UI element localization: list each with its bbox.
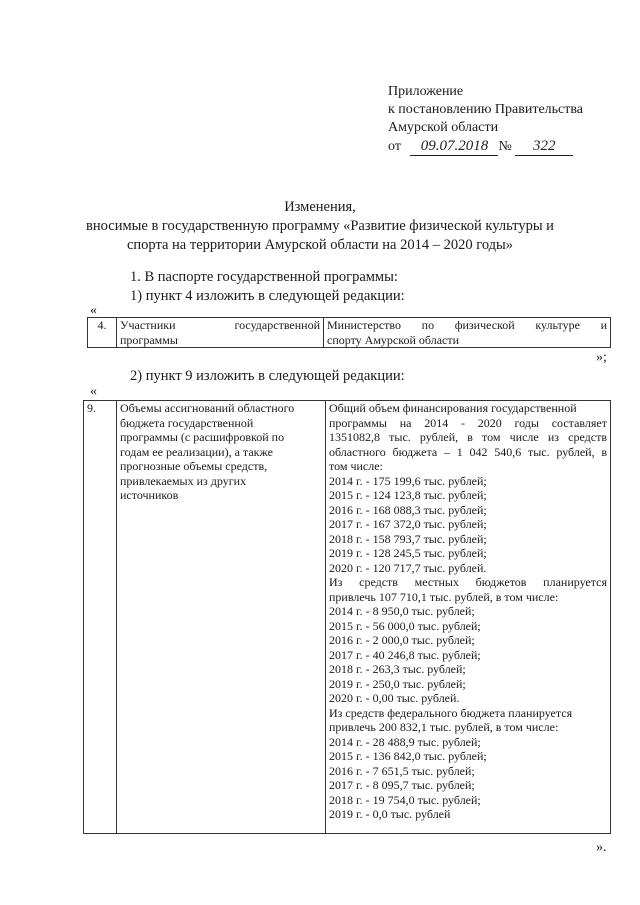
table2-col1-line: источников — [120, 488, 179, 502]
table1-col2-line2: спорту Амурской области — [327, 332, 460, 347]
section-1-heading: 1. В паспорте государственной программы: — [130, 269, 398, 285]
table2-col1-line: годам ее реализации), а также — [120, 444, 273, 459]
table2-col1-line: бюджета государственной — [120, 415, 254, 430]
table2-col2-line: 2017 г. - 40 246,8 тыс. рублей; — [329, 647, 481, 662]
table2-col2-line: 2015 г. - 136 842,0 тыс. рублей; — [329, 749, 487, 763]
date-value: 09.07.2018 — [410, 137, 498, 156]
table2-col1-line: привлекаемых из других — [120, 473, 247, 488]
table2-col2-line: Из средств местных бюджетов планируется — [329, 575, 607, 589]
title-changes: Изменения, — [284, 199, 356, 215]
number-value: 322 — [515, 137, 573, 156]
table2-col2-line: 2014 г. - 175 199,6 тыс. рублей; — [329, 473, 487, 488]
table2-col2-line: программы на 2014 - 2020 годы составляет — [329, 415, 607, 430]
table-item-9 — [83, 400, 611, 834]
table2-col1-line: Объемы ассигнований областного — [120, 401, 295, 415]
header-resolution: к постановлению Правительства — [388, 102, 584, 117]
table1-ministry-cell — [324, 318, 611, 348]
table2-col2-line: привлечь 200 832,1 тыс. рублей, в том числе: — [329, 720, 559, 734]
table2-funding-values-cell — [326, 401, 611, 834]
open-quote-2: « — [90, 384, 97, 399]
table2-funding-label-cell — [117, 401, 326, 834]
close-quote-1: »; — [596, 350, 607, 365]
open-quote-1: « — [90, 303, 97, 318]
table1-participants-cell — [117, 318, 324, 348]
date-prefix: от — [388, 139, 401, 154]
table2-col2-line: 2016 г. - 2 000,0 тыс. рублей; — [329, 633, 475, 647]
close-quote-2: ». — [596, 840, 607, 855]
table2-col2-line: 2016 г. - 168 088,3 тыс. рублей; — [329, 502, 487, 517]
table1-col1-line1: Участники государственной — [120, 318, 320, 332]
table2-col2-line: 2016 г. - 7 651,5 тыс. рублей; — [329, 763, 475, 778]
table-row — [88, 318, 611, 348]
table2-col2-line: 2019 г. - 128 245,5 тыс. рублей; — [329, 546, 487, 560]
header-appendix: Приложение — [388, 84, 464, 99]
table2-col2-line: 2018 г. - 19 754,0 тыс. рублей; — [329, 792, 481, 807]
table2-col1-line: программы (с расшифровкой по — [120, 430, 285, 444]
table2-col2-line: Общий объем финансирования государственной — [329, 401, 577, 415]
table-row — [84, 401, 611, 834]
table2-col2-line: привлечь 107 710,1 тыс. рублей, в том числе: — [329, 589, 559, 604]
table2-col2-line: том числе: — [329, 459, 383, 473]
table2-col2-line: 2018 г. - 263,3 тыс. рублей; — [329, 662, 466, 676]
table2-col2-line: 2018 г. - 158 793,7 тыс. рублей; — [329, 531, 487, 546]
table2-num: 9. — [84, 401, 117, 834]
table2-col1-line: прогнозные объемы средств, — [120, 459, 268, 473]
table2-col2-line: Из средств федерального бюджета планируется — [329, 705, 573, 720]
header-date-line — [388, 137, 573, 156]
table1-num: 4. — [88, 318, 117, 348]
table2-col2-line: 2017 г. - 8 095,7 тыс. рублей; — [329, 778, 475, 792]
table2-col2-line: 2017 г. - 167 372,0 тыс. рублей; — [329, 517, 487, 531]
table2-col2-line: 2014 г. - 8 950,0 тыс. рублей; — [329, 604, 475, 618]
table2-col2-line: 2019 г. - 0,0 тыс. рублей — [329, 807, 451, 821]
table2-col2-line: 2015 г. - 124 123,8 тыс. рублей; — [329, 488, 487, 502]
table1-col2-line1: Министерство по физической культуре и — [327, 318, 607, 332]
table2-col2-line: областного бюджета – 1 042 540,6 тыс. рублей, в — [329, 444, 607, 459]
table2-col2-line: 2019 г. - 250,0 тыс. рублей; — [329, 676, 466, 691]
table2-col2-line: 2020 г. - 120 717,7 тыс. рублей. — [329, 560, 487, 575]
table2-col2-line: 1351082,8 тыс. рублей, в том числе из средств — [329, 430, 607, 444]
title-line3: спорта на территории Амурской области на 2014 – 2020 годы» — [126, 237, 514, 253]
item-1-text: 1) пункт 4 изложить в следующей редакции: — [130, 288, 405, 304]
header-region: Амурской области — [388, 120, 499, 135]
table2-col2-line: 2014 г. - 28 488,9 тыс. рублей; — [329, 734, 481, 749]
table2-col2-line: 2020 г. - 0,00 тыс. рублей. — [329, 691, 460, 705]
title-line2: вносимые в государственную программу «Развитие физической культуры и — [86, 218, 554, 234]
item-2-text: 2) пункт 9 изложить в следующей редакции: — [130, 368, 405, 384]
number-sign: № — [498, 139, 512, 154]
table2-col2-line: 2015 г. - 56 000,0 тыс. рублей; — [329, 618, 481, 633]
table1-col1-line2: программы — [120, 332, 178, 347]
table-item-4 — [87, 317, 611, 348]
